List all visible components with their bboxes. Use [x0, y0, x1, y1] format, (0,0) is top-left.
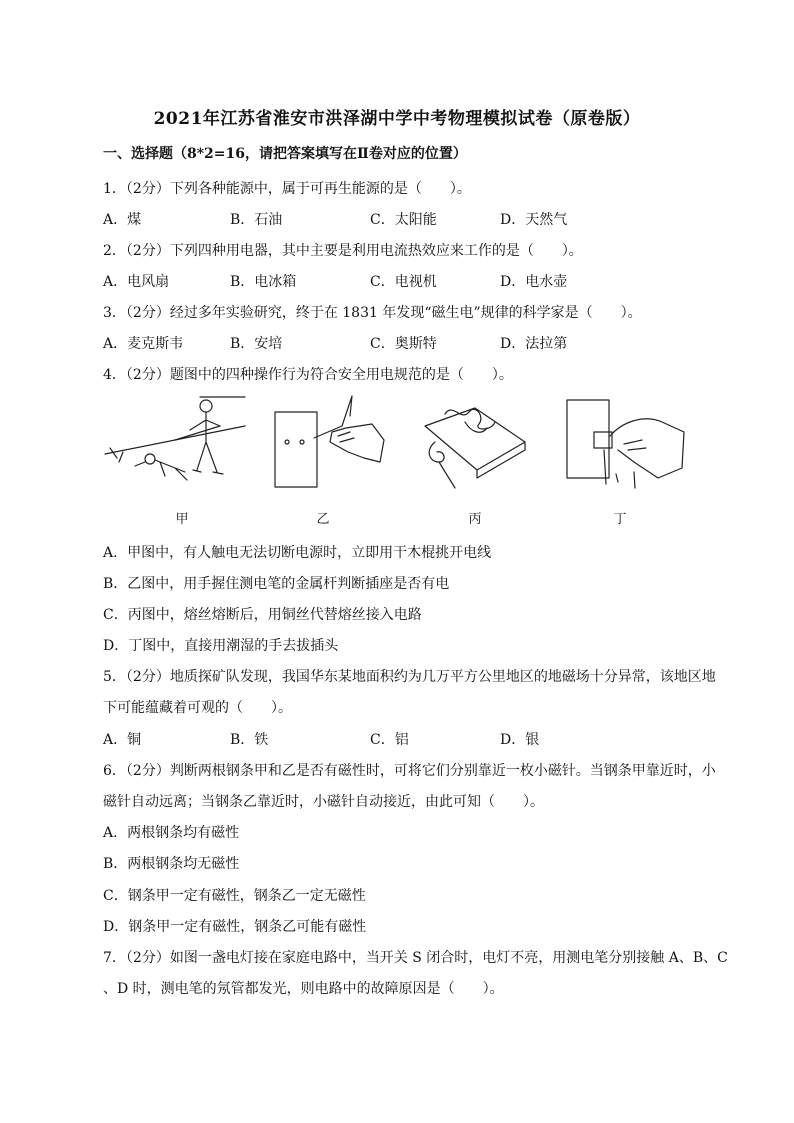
- q5-option-c: C．铝: [370, 732, 409, 748]
- figure-ding-illustration: [562, 392, 687, 496]
- q6-option-a: A．两根钢条均有磁性: [103, 825, 240, 841]
- q5-option-b: B．铁: [230, 732, 269, 748]
- q2-option-b: B．电冰箱: [230, 274, 297, 290]
- question-2-stem: 2．（2分）下列四种用电器，其中主要是利用电流热效应来工作的是（ ）。: [103, 243, 583, 259]
- q2-option-d: D．电水壶: [500, 274, 568, 290]
- figure-bing-illustration: [415, 392, 530, 496]
- question-3-stem: 3．（2分）经过多年实验研究，终于在 1831 年发现“磁生电”规律的科学家是（ ）。: [103, 305, 642, 321]
- figure-jia-illustration: [105, 392, 245, 491]
- q2-option-a: A．电风扇: [103, 274, 170, 290]
- question-7-stem-line1: 7．（2分）如图一盏电灯接在家庭电路中，当开关 S 闭合时，电灯不亮，用测电笔分别接触 A、B、C: [103, 950, 728, 966]
- q5-option-d: D．银: [500, 732, 540, 748]
- q1-option-b: B．石油: [230, 212, 283, 228]
- section-heading: 一、选择题（8*2=16，请把答案填写在Ⅱ卷对应的位置）: [103, 146, 467, 162]
- question-5-stem-line2: 下可能蕴藏着可观的（ ）。: [103, 700, 292, 716]
- figure-label-yi: 乙: [316, 512, 330, 527]
- q6-option-c: C．钢条甲一定有磁性，钢条乙一定无磁性: [103, 888, 366, 904]
- q4-option-c: C．丙图中，熔丝熔断后，用铜丝代替熔丝接入电路: [103, 607, 422, 623]
- q3-option-a: A．麦克斯韦: [103, 336, 184, 352]
- question-6-stem-line2: 磁针自动远离；当钢条乙靠近时，小磁针自动接近，由此可知（ ）。: [103, 794, 544, 810]
- q1-option-c: C．太阳能: [370, 212, 437, 228]
- q1-option-d: D．天然气: [500, 212, 568, 228]
- figure-yi-illustration: [272, 392, 387, 496]
- q3-option-b: B．安培: [230, 336, 283, 352]
- q3-option-c: C．奥斯特: [370, 336, 437, 352]
- question-6-stem-line1: 6．（2分）判断两根钢条甲和乙是否有磁性时，可将它们分别靠近一枚小磁针。当钢条甲靠近时，小: [103, 763, 716, 779]
- q3-option-d: D．法拉第: [500, 336, 568, 352]
- q6-option-d: D．钢条甲一定有磁性，钢条乙可能有磁性: [103, 919, 367, 935]
- page-title: 2021年江苏省淮安市洪泽湖中学中考物理模拟试卷（原卷版）: [153, 109, 641, 129]
- question-4-stem: 4．（2分）题图中的四种操作行为符合安全用电规范的是（ ）。: [103, 367, 513, 383]
- q4-option-a: A．甲图中，有人触电无法切断电源时，立即用干木棍挑开电线: [103, 545, 492, 561]
- question-1-stem: 1．（2分）下列各种能源中，属于可再生能源的是（ ）。: [103, 181, 471, 197]
- q4-option-d: D．丁图中，直接用潮湿的手去拔插头: [103, 638, 339, 654]
- figure-label-bing: 丙: [468, 512, 482, 527]
- q4-option-b: B．乙图中，用手握住测电笔的金属杆判断插座是否有电: [103, 576, 450, 592]
- q6-option-b: B．两根钢条均无磁性: [103, 856, 240, 872]
- q5-option-a: A．铜: [103, 732, 142, 748]
- figure-label-jia: 甲: [175, 512, 189, 527]
- figure-label-ding: 丁: [613, 512, 627, 527]
- question-5-stem-line1: 5．（2分）地质探矿队发现，我国华东某地面积约为几万平方公里地区的地磁场十分异常，该地区地: [103, 669, 716, 685]
- q1-option-a: A．煤: [103, 212, 142, 228]
- q2-option-c: C．电视机: [370, 274, 437, 290]
- question-7-stem-line2: 、D 时，测电笔的氖管都发光，则电路中的故障原因是（ ）。: [103, 981, 504, 997]
